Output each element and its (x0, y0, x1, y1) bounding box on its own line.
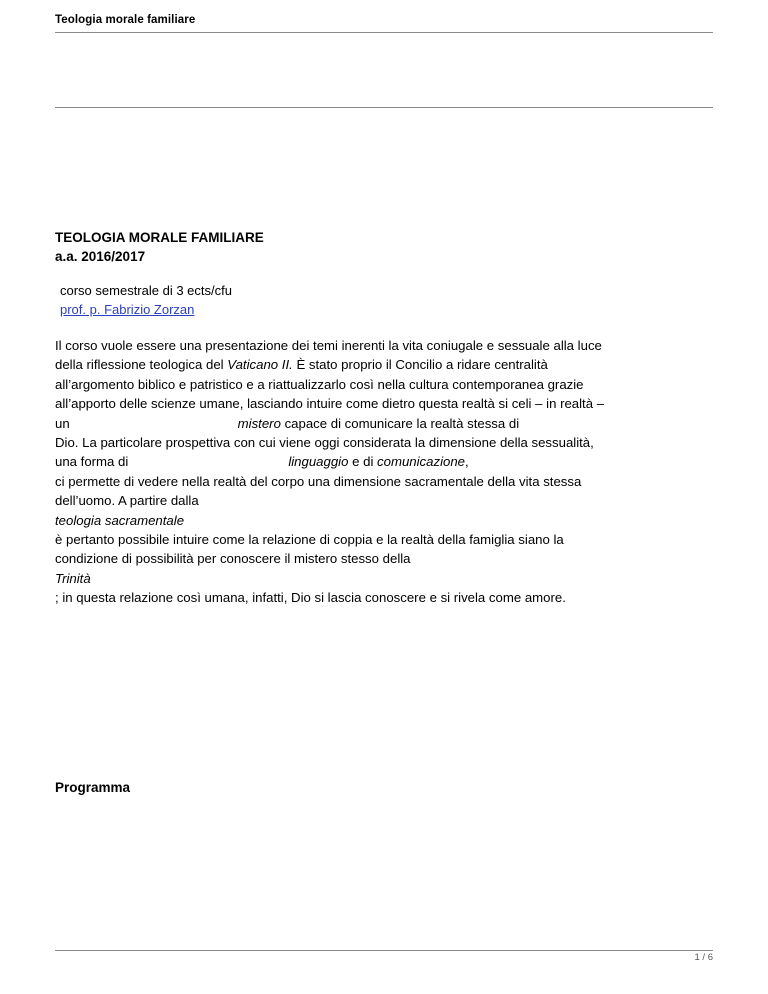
description-line-2-a: della riflessione teologica del (55, 357, 228, 373)
description-line-12: condizione di possibilità per conoscere il mistero stesso della (55, 551, 411, 567)
footer-divider (55, 950, 713, 951)
description-line-7-b: , (465, 454, 469, 470)
page-number: 1 / 6 (694, 952, 713, 963)
description-line-10: teologia sacramentale (55, 512, 185, 528)
description-line-9: dell’uomo. A partire dalla (55, 493, 199, 509)
description-line-8: ci permette di vedere nella realtà del corpo una dimensione sacramentale della vita stessa (55, 473, 582, 489)
course-title-block (55, 228, 715, 266)
description-line-7-italic-2: comunicazione (377, 454, 466, 470)
document-content (55, 228, 715, 608)
section-heading-programma: Programma (55, 780, 131, 795)
header-divider (55, 32, 713, 33)
page-header (55, 14, 713, 33)
description-line-7 (55, 452, 715, 471)
professor-link[interactable]: prof. p. Fabrizio Zorzan (60, 302, 195, 318)
description-line-1: Il corso vuole essere una presentazione dei temi inerenti la vita coniugale e sessuale alla luce (55, 338, 602, 353)
description-line-13: Trinità (55, 570, 91, 586)
description-line-2-b: È stato proprio il Concilio a ridare centralità (292, 357, 548, 373)
description-line-3: all’argomento biblico e patristico e a riattualizzarlo così nella cultura contemporanea grazie (55, 376, 584, 392)
header-title: Teologia morale familiare (55, 14, 196, 26)
description-line-5 (55, 414, 715, 433)
course-meta-block (60, 282, 715, 320)
description-line-4: all’apporto delle scienze umane, lasciando intuire come dietro questa realtà si celi – in realtà – (55, 396, 605, 412)
description-line-14: ; in questa relazione così umana, infatti, Dio si lascia conoscere e si rivela come amore. (55, 590, 566, 606)
course-title: TEOLOGIA MORALE FAMILIARE (55, 230, 264, 245)
description-line-7-italic-1: linguaggio (288, 454, 349, 470)
description-line-2-italic: Vaticano II. (227, 357, 293, 373)
footer-divider-wrapper (55, 950, 713, 951)
description-line-6: Dio. La particolare prospettiva con cui viene oggi considerata la dimensione della sessualità, (55, 435, 594, 451)
description-line-7-mid: e di (348, 454, 378, 470)
description-line-5-b: capace di comunicare la realtà stessa di (280, 415, 520, 431)
description-line-7-a: una forma di (55, 454, 129, 470)
description-line-2 (55, 355, 715, 374)
course-type: corso semestrale di 3 ects/cfu (60, 283, 232, 299)
secondary-divider-wrapper (55, 107, 713, 108)
secondary-divider (55, 107, 713, 108)
description-line-5-a: un (55, 415, 70, 431)
academic-year: a.a. 2016/2017 (55, 249, 146, 265)
course-description (55, 336, 715, 608)
description-line-5-italic: mistero (237, 415, 281, 431)
description-line-11: è pertanto possibile intuire come la relazione di coppia e la realtà della famiglia siano la (55, 532, 564, 548)
